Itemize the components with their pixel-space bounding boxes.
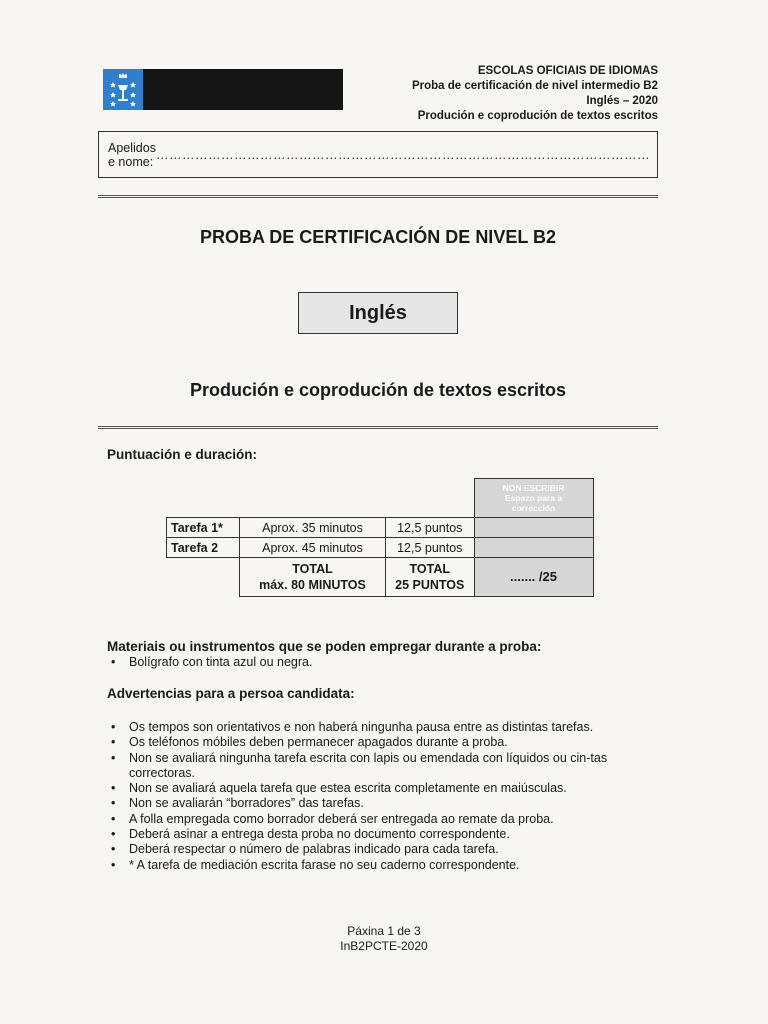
list-item: • Non se avaliarán “borradores” das tarefas. — [111, 796, 671, 811]
header-school: ESCOLAS OFICIAIS DE IDIOMAS — [477, 65, 658, 77]
divider — [98, 426, 658, 429]
name-field[interactable]: …………………………………………………………………………………………………… — [155, 147, 650, 162]
language-box — [298, 292, 458, 334]
task-label: Tarefa 2 — [167, 538, 240, 558]
task-points: 12,5 puntos — [386, 538, 475, 558]
warnings-list — [111, 720, 671, 873]
list-item: • Non se avaliará aquela tarefa que estea escrita completamente en maiúsculas. — [111, 781, 671, 796]
exam-header — [412, 64, 658, 124]
language-label: Inglés — [349, 301, 407, 324]
name-label: Apelidos e nome: — [108, 140, 156, 169]
scoring-heading: Puntuación e duración: — [107, 447, 258, 462]
list-item: • Non se avaliará ningunha tarefa escrita con lapis ou emendada con líquidos ou cin-tas correctoras. — [111, 751, 671, 782]
correction-cell — [474, 518, 593, 538]
warnings-heading: Advertencias para a persoa candidata: — [107, 686, 355, 701]
header-part: Produción e coprodución de textos escritos — [417, 110, 658, 122]
header-language-year: Inglés – 2020 — [586, 95, 658, 107]
divider — [98, 195, 658, 198]
xunta-logo — [103, 69, 343, 110]
list-item: • Os teléfonos móbiles deben permanecer apagados durante a proba. — [111, 735, 671, 750]
materials-heading: Materiais ou instrumentos que se poden empregar durante a proba: — [107, 639, 542, 654]
scoring-table — [166, 478, 594, 597]
score-field: ....... /25 — [474, 558, 593, 597]
header-exam: Proba de certificación de nivel intermedio B2 — [411, 80, 658, 92]
xunta-emblem-icon — [103, 69, 143, 110]
correction-header: NON ESCRIBIR Espazo para a corrección — [474, 479, 593, 518]
table-row — [167, 518, 594, 538]
total-points: TOTAL 25 PUNTOS — [386, 558, 475, 597]
list-item: • Os tempos son orientativos e non haberá ningunha pausa entre as distintas tarefas. — [111, 720, 671, 735]
task-points: 12,5 puntos — [386, 518, 475, 538]
total-time: TOTAL máx. 80 MINUTOS — [240, 558, 386, 597]
correction-cell — [474, 538, 593, 558]
page-subtitle: Produción e coprodución de textos escritos — [189, 380, 567, 400]
task-label: Tarefa 1* — [167, 518, 240, 538]
page-title: PROBA DE CERTIFICACIÓN DE NIVEL B2 — [199, 227, 557, 247]
page-number: Páxina 1 de 3 — [347, 924, 421, 938]
task-time: Aprox. 35 minutos — [240, 518, 386, 538]
list-item: • A folla empregada como borrador deberá ser entregada ao remate da proba. — [111, 812, 671, 827]
list-item: • Bolígrafo con tinta azul ou negra. — [111, 655, 671, 670]
total-row — [167, 558, 594, 597]
document-code: InB2PCTE-2020 — [340, 939, 428, 953]
page-footer — [0, 924, 768, 954]
list-item: • Deberá asinar a entrega desta proba no documento correspondente. — [111, 827, 671, 842]
table-row — [167, 538, 594, 558]
table-header-row — [167, 479, 594, 518]
materials-list — [111, 655, 671, 670]
candidate-name-box — [98, 131, 658, 178]
list-item: • * A tarefa de mediación escrita farase no seu caderno correspondente. — [111, 858, 671, 873]
task-time: Aprox. 45 minutos — [240, 538, 386, 558]
list-item: • Deberá respectar o número de palabras indicado para cada tarefa. — [111, 842, 671, 857]
